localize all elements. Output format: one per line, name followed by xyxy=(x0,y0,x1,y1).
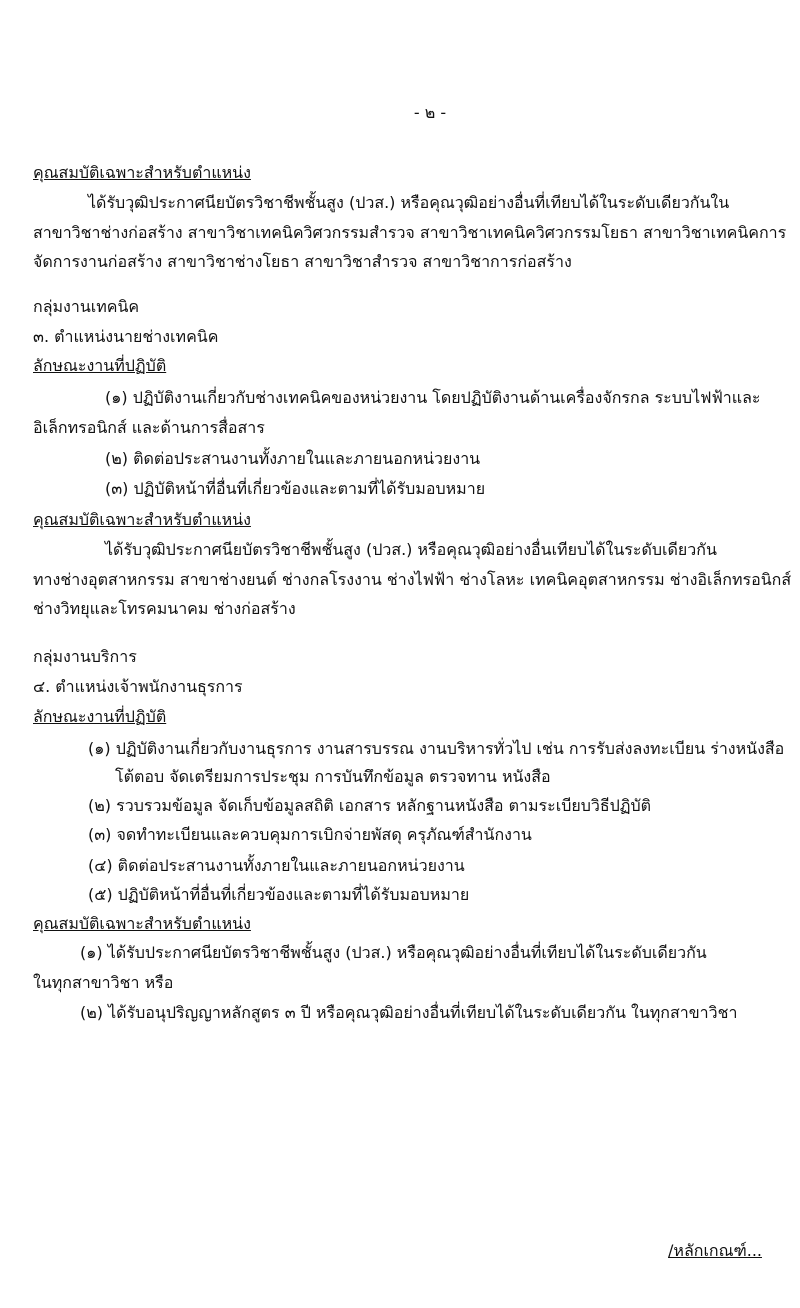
group-title: กลุ่มงานบริการ xyxy=(33,647,137,666)
paragraph-line: สาขาวิชาช่างก่อสร้าง สาขาวิชาเทคนิควิศวกรรมสำรวจ สาขาวิชาเทคนิควิศวกรรมโยธา สาขาวิชาเทคนิคการ xyxy=(33,223,787,242)
paragraph-line: ได้รับวุฒิประกาศนียบัตรวิชาชีพชั้นสูง (ปวส.) หรือคุณวุฒิอย่างอื่นเทียบได้ในระดับเดียวกัน xyxy=(105,540,717,559)
duty-item: (๔) ติดต่อประสานงานทั้งภายในและภายนอกหน่วยงาน xyxy=(88,856,465,875)
qualification-heading: คุณสมบัติเฉพาะสำหรับตำแหน่ง xyxy=(33,510,251,529)
paragraph-line: (๑) ได้รับประกาศนียบัตรวิชาชีพชั้นสูง (ปวส.) หรือคุณวุฒิอย่างอื่นที่เทียบได้ในระดับเดียวกัน xyxy=(80,943,707,962)
duty-item: โต้ตอบ จัดเตรียมการประชุม การบันทึกข้อมูล ตรวจทาน หนังสือ xyxy=(115,767,551,786)
duty-item: อิเล็กทรอนิกส์ และด้านการสื่อสาร xyxy=(33,418,265,437)
duty-item: (๓) ปฏิบัติหน้าที่อื่นที่เกี่ยวข้องและตามที่ได้รับมอบหมาย xyxy=(105,479,486,498)
duty-item: (๓) จดทำทะเบียนและควบคุมการเบิกจ่ายพัสดุ ครุภัณฑ์สำนักงาน xyxy=(88,825,532,844)
duty-item: (๕) ปฏิบัติหน้าที่อื่นที่เกี่ยวข้องและตามที่ได้รับมอบหมาย xyxy=(88,885,470,904)
paragraph-line: ทางช่างอุตสาหกรรม สาขาช่างยนต์ ช่างกลโรงงาน ช่างไฟฟ้า ช่างโลหะ เทคนิคอุตสาหกรรม ช่างอิเล็กทรอนิกส์ xyxy=(33,570,792,589)
duties-heading: ลักษณะงานที่ปฏิบัติ xyxy=(33,707,167,726)
paragraph-line: จัดการงานก่อสร้าง สาขาวิชาช่างโยธา สาขาวิชาสำรวจ สาขาวิชาการก่อสร้าง xyxy=(33,252,572,271)
duties-heading: ลักษณะงานที่ปฏิบัติ xyxy=(33,356,167,375)
paragraph-line: (๒) ได้รับอนุปริญญาหลักสูตร ๓ ปี หรือคุณวุฒิอย่างอื่นที่เทียบได้ในระดับเดียวกัน ในทุกสาขาวิชา xyxy=(80,1003,738,1022)
qualification-heading: คุณสมบัติเฉพาะสำหรับตำแหน่ง xyxy=(33,914,251,933)
paragraph-line: ในทุกสาขาวิชา หรือ xyxy=(33,973,174,992)
duty-item: (๑) ปฏิบัติงานเกี่ยวกับช่างเทคนิคของหน่วยงาน โดยปฏิบัติงานด้านเครื่องจักรกล ระบบไฟฟ้าและ xyxy=(105,388,761,407)
duty-item: (๒) รวบรวมข้อมูล จัดเก็บข้อมูลสถิติ เอกสาร หลักฐานหนังสือ ตามระเบียบวิธีปฏิบัติ xyxy=(88,796,652,815)
continuation-footer: /หลักเกณฑ์... xyxy=(668,1241,762,1260)
paragraph-line: ช่างวิทยุและโทรคมนาคม ช่างก่อสร้าง xyxy=(33,599,296,618)
position-title: ๔. ตำแหน่งเจ้าพนักงานธุรการ xyxy=(33,677,243,696)
qualification-heading: คุณสมบัติเฉพาะสำหรับตำแหน่ง xyxy=(33,163,251,182)
duty-item: (๑) ปฏิบัติงานเกี่ยวกับงานธุรการ งานสารบรรณ งานบริหารทั่วไป เช่น การรับส่งลงทะเบียน ร่างหนังสือ xyxy=(88,739,785,758)
page-number: - ๒ - xyxy=(413,103,447,122)
paragraph-line: ได้รับวุฒิประกาศนียบัตรวิชาชีพชั้นสูง (ปวส.) หรือคุณวุฒิอย่างอื่นที่เทียบได้ในระดับเดียวกันใน xyxy=(88,193,730,212)
duty-item: (๒) ติดต่อประสานงานทั้งภายในและภายนอกหน่วยงาน xyxy=(105,449,481,468)
position-title: ๓. ตำแหน่งนายช่างเทคนิค xyxy=(33,327,219,346)
group-title: กลุ่มงานเทคนิค xyxy=(33,297,140,316)
